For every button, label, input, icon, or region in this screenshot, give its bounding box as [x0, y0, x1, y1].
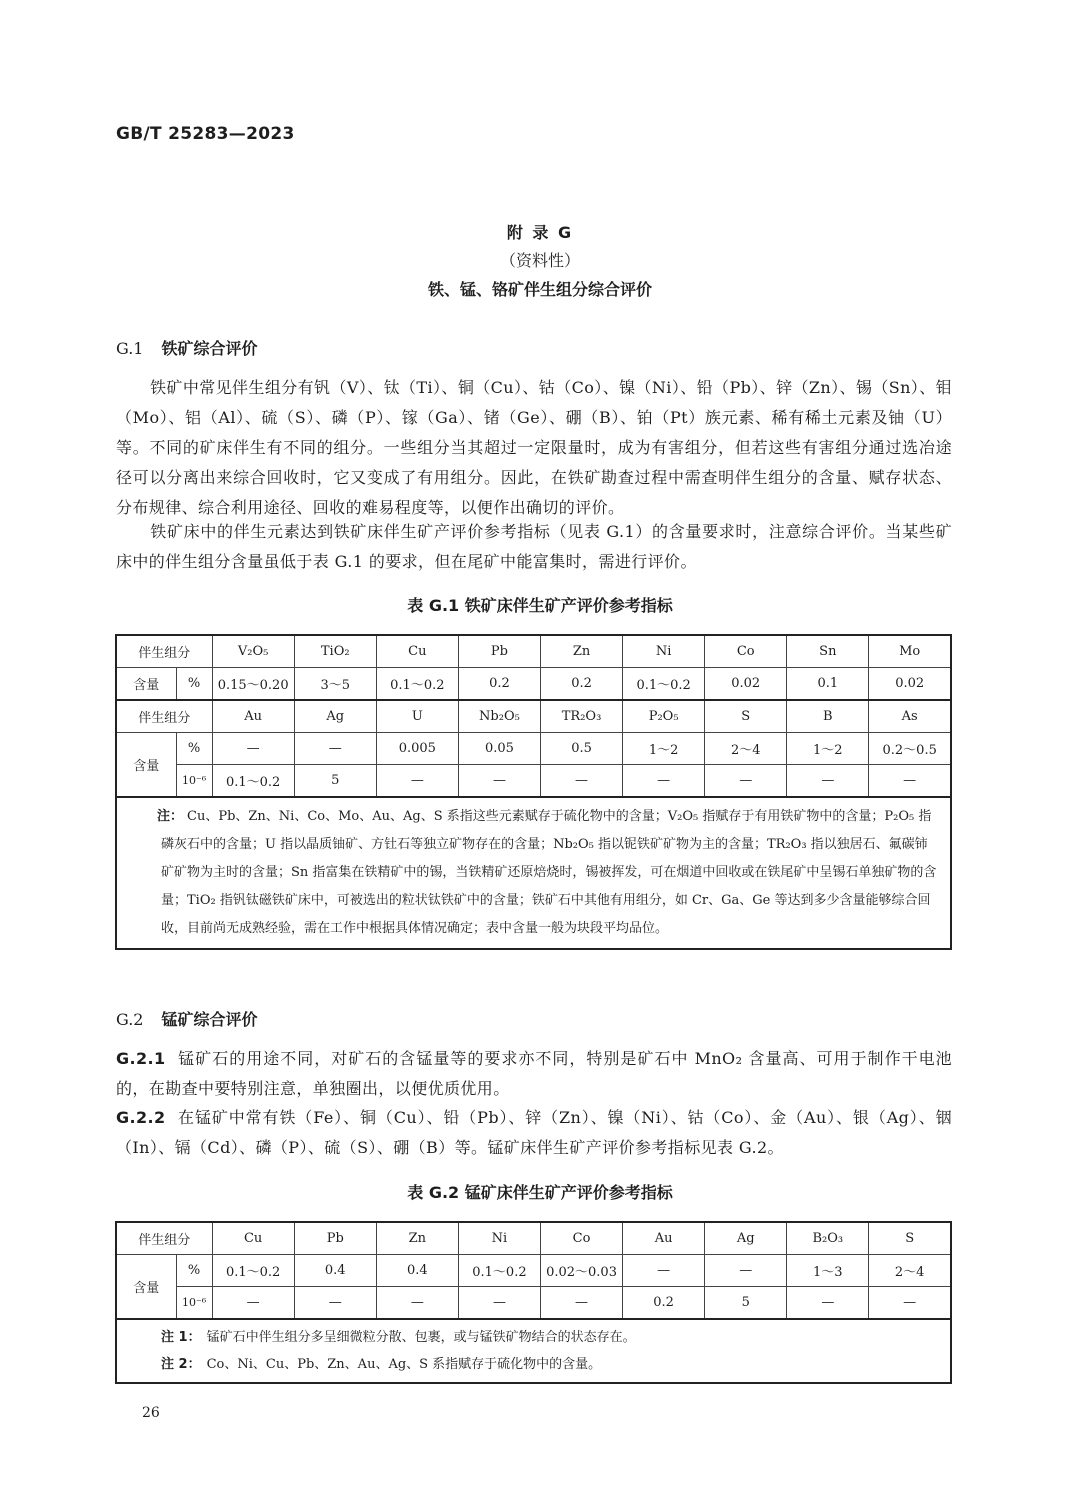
component-cell: Pb — [458, 635, 540, 668]
component-cell: U — [376, 700, 458, 733]
component-cell: Cu — [376, 635, 458, 668]
value-cell: — — [623, 1255, 705, 1287]
component-cell: Zn — [376, 1222, 458, 1255]
section-number: G.1 — [116, 339, 144, 358]
value-cell: 5 — [294, 765, 376, 798]
value-cell: 1～2 — [787, 733, 869, 765]
table-row — [116, 668, 951, 701]
value-cell: — — [212, 1287, 294, 1320]
component-cell: As — [869, 700, 951, 733]
clause-number: G.2.2 — [116, 1108, 166, 1127]
value-cell: 2～4 — [869, 1255, 951, 1287]
value-cell: 1～3 — [787, 1255, 869, 1287]
table-row — [116, 635, 951, 668]
component-cell: Nb₂O₅ — [458, 700, 540, 733]
value-cell: — — [705, 765, 787, 798]
component-cell: Co — [540, 1222, 622, 1255]
note-line — [161, 1351, 940, 1378]
value-cell: 2～4 — [705, 733, 787, 765]
note-text: Cu、Pb、Zn、Ni、Co、Mo、Au、Ag、S 系指这些元素赋存于硫化物中的含量；V₂O₅ 指赋存于有用铁矿物中的含量；P₂O₅ 指磷灰石中的含量；U 指以晶质铀矿、方钍石等独立矿物存在的含量；Nb₂O₅ 指以铌铁矿矿物为主的含量；TR₂O₃ 指以独居石、氟碳铈矿矿物为主时的含量；Sn 指富集在铁精矿中的锡，当铁精矿还原焙烧时，锡被挥发，可在烟道中回收或在铁尾矿中呈锡石单独矿物的含量；TiO₂ 指钒钛磁铁矿床中，可被选出的粒状钛铁矿中的含量；铁矿石中其他有用组分，如 Cr、Ga、Ge 等达到多少含量能够综合回收，目前尚无成熟经验，需在工作中根据具体情况确定；表中含量一般为块段平均品位。 — [161, 809, 937, 936]
value-cell: 0.1 — [787, 668, 869, 701]
value-cell: 0.4 — [376, 1255, 458, 1287]
note-text: 锰矿石中伴生组分多呈细微粒分散、包裹，或与锰铁矿物结合的状态存在。 — [206, 1330, 636, 1345]
g1-paragraph-2 — [116, 517, 952, 577]
note-text: Co、Ni、Cu、Pb、Zn、Au、Ag、S 系指赋存于硫化物中的含量。 — [206, 1357, 602, 1372]
value-cell: — — [458, 1287, 540, 1320]
component-cell: TiO₂ — [294, 635, 376, 668]
value-cell: 0.005 — [376, 733, 458, 765]
value-cell: — — [623, 765, 705, 798]
value-cell: 0.5 — [540, 733, 622, 765]
unit-cell: % — [176, 668, 212, 701]
value-cell: — — [458, 765, 540, 798]
component-cell: Ag — [294, 700, 376, 733]
unit-cell: 10⁻⁶ — [176, 1287, 212, 1320]
value-cell: — — [787, 1287, 869, 1320]
component-cell: TR₂O₃ — [540, 700, 622, 733]
value-cell: 0.02～0.03 — [540, 1255, 622, 1287]
value-cell: 5 — [705, 1287, 787, 1320]
value-cell: — — [294, 1287, 376, 1320]
component-cell: P₂O₅ — [623, 700, 705, 733]
appendix-title: 铁、锰、铬矿伴生组分综合评价 — [427, 280, 652, 299]
component-cell: S — [705, 700, 787, 733]
component-cell: B — [787, 700, 869, 733]
table-note — [116, 797, 951, 949]
header-cell: 含量 — [116, 668, 176, 701]
clause-number: G.2.1 — [116, 1049, 166, 1068]
value-cell: — — [787, 765, 869, 798]
component-cell: Ni — [458, 1222, 540, 1255]
paragraph-text: 铁矿床中的伴生元素达到铁矿床伴生矿产评价参考指标（见表 G.1）的含量要求时，注意综合评价。当某些矿床中的伴生组分含量虽低于表 G.1 的要求，但在尾矿中能富集时，需进行评价。 — [116, 522, 952, 571]
g1-paragraph-1 — [116, 373, 952, 523]
note-line — [161, 1324, 940, 1351]
g2-1-paragraph — [116, 1044, 952, 1104]
header-cell: 伴生组分 — [116, 700, 212, 733]
table-row — [116, 765, 951, 798]
value-cell: 0.2～0.5 — [869, 733, 951, 765]
value-cell: — — [376, 1287, 458, 1320]
value-cell: 0.1～0.2 — [212, 1255, 294, 1287]
note-label: 注 2： — [161, 1357, 201, 1372]
table-row — [116, 1287, 951, 1320]
component-cell: Ag — [705, 1222, 787, 1255]
page-number: 26 — [142, 1405, 160, 1421]
paragraph-text: 在锰矿中常有铁（Fe）、铜（Cu）、铅（Pb）、锌（Zn）、镍（Ni）、钴（Co）、金（Au）、银（Ag）、铟（In）、镉（Cd）、磷（P）、硫（S）、硼（B）等。锰矿床伴生矿产评价参考指标见表 G.2。 — [116, 1108, 952, 1157]
value-cell: 0.1～0.2 — [458, 1255, 540, 1287]
table-g2 — [115, 1221, 952, 1384]
component-cell: Zn — [540, 635, 622, 668]
value-cell: 0.1～0.2 — [376, 668, 458, 701]
table-row — [116, 1255, 951, 1287]
section-title: 锰矿综合评价 — [161, 1010, 258, 1029]
paragraph-text: 锰矿石的用途不同，对矿石的含锰量等的要求亦不同，特别是矿石中 MnO₂ 含量高、可用于制作干电池的，在勘查中要特别注意，单独圈出，以便优质优用。 — [116, 1049, 952, 1098]
table-g1 — [115, 634, 952, 950]
value-cell: 3～5 — [294, 668, 376, 701]
section-number: G.2 — [116, 1010, 144, 1029]
component-cell: Ni — [623, 635, 705, 668]
value-cell: — — [540, 1287, 622, 1320]
value-cell: 0.05 — [458, 733, 540, 765]
component-cell: Co — [705, 635, 787, 668]
header-cell: 伴生组分 — [116, 635, 212, 668]
value-cell: — — [869, 1287, 951, 1320]
value-cell: 0.02 — [705, 668, 787, 701]
header-cell: 含量 — [116, 1255, 176, 1320]
value-cell: 0.2 — [623, 1287, 705, 1320]
unit-cell: 10⁻⁶ — [176, 765, 212, 798]
value-cell: 0.2 — [458, 668, 540, 701]
header-cell: 伴生组分 — [116, 1222, 212, 1255]
table-row — [116, 700, 951, 733]
table-g1-caption: 表 G.1 铁矿床伴生矿产评价参考指标 — [407, 596, 673, 615]
appendix-label: 附 录 G — [506, 223, 574, 242]
section-title: 铁矿综合评价 — [161, 339, 258, 358]
value-cell: — — [869, 765, 951, 798]
table-row — [116, 1222, 951, 1255]
value-cell: — — [540, 765, 622, 798]
appendix-type: （资料性） — [499, 251, 580, 270]
value-cell: 0.1～0.2 — [212, 765, 294, 798]
component-cell: Pb — [294, 1222, 376, 1255]
component-cell: Cu — [212, 1222, 294, 1255]
value-cell: — — [212, 733, 294, 765]
note-label: 注： — [157, 809, 184, 824]
value-cell: 0.02 — [869, 668, 951, 701]
standard-code: GB/T 25283—2023 — [116, 124, 295, 144]
value-cell: 0.1～0.2 — [623, 668, 705, 701]
value-cell: — — [294, 733, 376, 765]
component-cell: S — [869, 1222, 951, 1255]
component-cell: V₂O₅ — [212, 635, 294, 668]
value-cell: 1～2 — [623, 733, 705, 765]
value-cell: 0.2 — [540, 668, 622, 701]
paragraph-text: 铁矿中常见伴生组分有钒（V）、钛（Ti）、铜（Cu）、钴（Co）、镍（Ni）、铅（Pb）、锌（Zn）、锡（Sn）、钼（Mo）、铝（Al）、硫（S）、磷（P）、镓（Ga）、锗（Ge）、硼（B）、铂（Pt）族元素、稀有稀土元素及铀（U）等。不同的矿床伴生有不同的组分。一些组分当其超过一定限量时，成为有害组分，但若这些有害组分通过选冶途径可以分离出来综合回收时，它又变成了有用组分。因此，在铁矿勘查过程中需查明伴生组分的含量、赋存状态、分布规律、综合利用途径、回收的难易程度等，以便作出确切的评价。 — [116, 378, 952, 517]
section-g1-heading — [116, 336, 258, 359]
component-cell: B₂O₃ — [787, 1222, 869, 1255]
component-cell: Mo — [869, 635, 951, 668]
component-cell: Sn — [787, 635, 869, 668]
unit-cell: % — [176, 733, 212, 765]
value-cell: — — [376, 765, 458, 798]
section-g2-heading — [116, 1007, 258, 1030]
value-cell: 0.15～0.20 — [212, 668, 294, 701]
table-note-row — [116, 1319, 951, 1383]
table-row — [116, 733, 951, 765]
unit-cell: % — [176, 1255, 212, 1287]
note-label: 注 1： — [161, 1330, 201, 1345]
value-cell: 0.4 — [294, 1255, 376, 1287]
table-note-row — [116, 797, 951, 949]
header-cell: 含量 — [116, 733, 176, 798]
g2-2-paragraph — [116, 1103, 952, 1163]
table-g2-caption: 表 G.2 锰矿床伴生矿产评价参考指标 — [407, 1183, 673, 1202]
component-cell: Au — [212, 700, 294, 733]
value-cell: — — [705, 1255, 787, 1287]
component-cell: Au — [623, 1222, 705, 1255]
table-notes — [116, 1319, 951, 1383]
